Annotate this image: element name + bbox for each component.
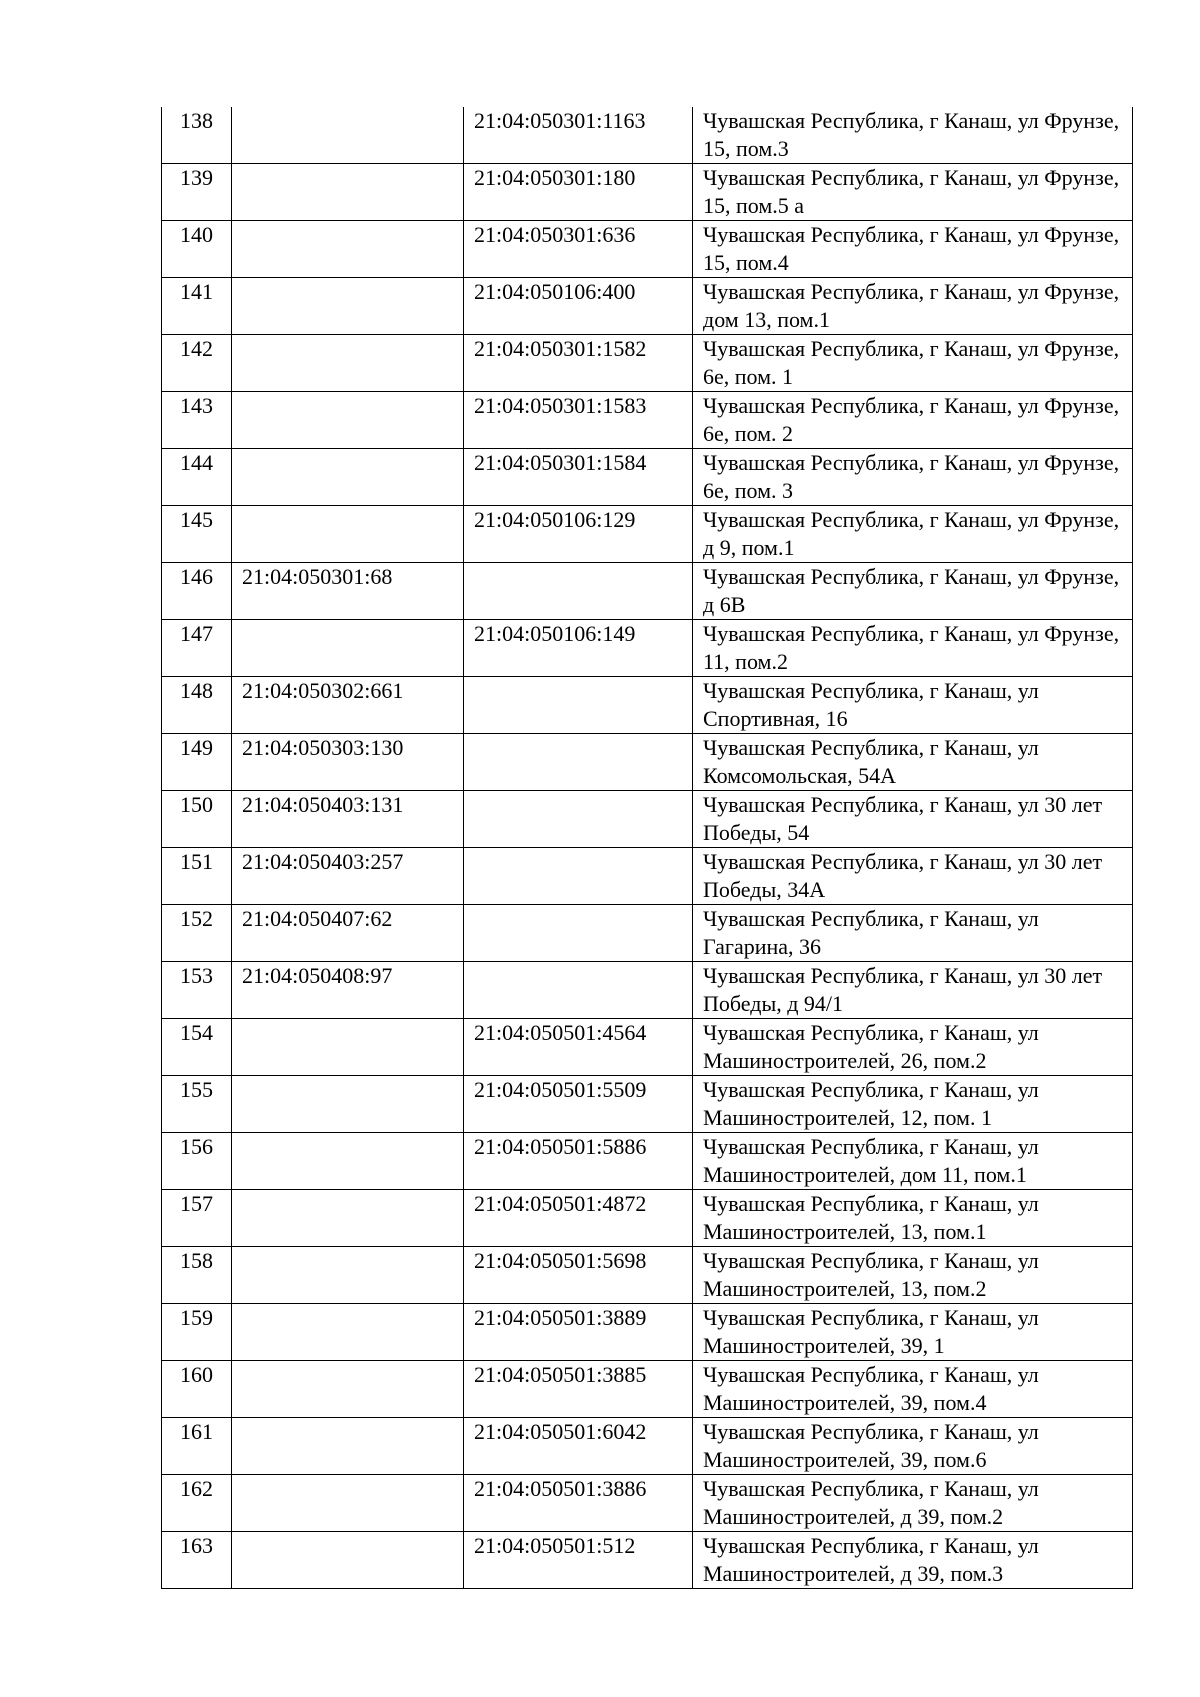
row-number-cell xyxy=(162,1475,232,1532)
address-cell xyxy=(693,848,1133,905)
premises-cadastral-number-cell xyxy=(464,1361,693,1418)
land-cadastral-number-cell xyxy=(232,1190,464,1247)
address-cell xyxy=(693,506,1133,563)
address-cell xyxy=(693,1418,1133,1475)
address-cell xyxy=(693,1304,1133,1361)
address-cell-text: Чувашская Республика, г Канаш, ул Машиностроителей, 39, пом.4 xyxy=(703,1362,1039,1415)
premises-cadastral-number-cell-text: 21:04:050106:400 xyxy=(474,279,636,304)
premises-cadastral-number-cell xyxy=(464,962,693,1019)
address-cell-text: Чувашская Республика, г Канаш, ул Фрунзе, 11, пом.2 xyxy=(703,621,1120,674)
address-cell xyxy=(693,962,1133,1019)
address-cell xyxy=(693,1361,1133,1418)
table-row xyxy=(162,1475,1133,1532)
row-number-cell xyxy=(162,563,232,620)
row-number-cell xyxy=(162,734,232,791)
premises-cadastral-number-cell-text: 21:04:050301:180 xyxy=(474,165,636,190)
premises-cadastral-number-cell-text: 21:04:050501:512 xyxy=(474,1533,636,1558)
row-number-cell xyxy=(162,620,232,677)
table-row xyxy=(162,1247,1133,1304)
premises-cadastral-number-cell-text: 21:04:050106:149 xyxy=(474,621,636,646)
row-number-cell-text: 146 xyxy=(180,564,213,589)
address-cell-text: Чувашская Республика, г Канаш, ул Фрунзе, д 6В xyxy=(703,564,1120,617)
table-row xyxy=(162,506,1133,563)
row-number-cell-text: 145 xyxy=(180,507,213,532)
land-cadastral-number-cell xyxy=(232,1133,464,1190)
address-cell xyxy=(693,1247,1133,1304)
address-cell-text: Чувашская Республика, г Канаш, ул Машиностроителей, 13, пом.1 xyxy=(703,1191,1039,1244)
address-cell xyxy=(693,164,1133,221)
row-number-cell xyxy=(162,107,232,164)
address-cell xyxy=(693,1019,1133,1076)
address-cell xyxy=(693,107,1133,164)
premises-cadastral-number-cell xyxy=(464,107,693,164)
land-cadastral-number-cell xyxy=(232,620,464,677)
land-cadastral-number-cell xyxy=(232,392,464,449)
address-cell-text: Чувашская Республика, г Канаш, ул Фрунзе, 15, пом.4 xyxy=(703,222,1120,275)
premises-cadastral-number-cell-text: 21:04:050301:1584 xyxy=(474,450,647,475)
row-number-cell-text: 154 xyxy=(180,1020,213,1045)
premises-cadastral-number-cell-text: 21:04:050501:3885 xyxy=(474,1362,647,1387)
row-number-cell-text: 148 xyxy=(180,678,213,703)
row-number-cell-text: 140 xyxy=(180,222,213,247)
land-cadastral-number-cell xyxy=(232,1247,464,1304)
premises-cadastral-number-cell xyxy=(464,791,693,848)
address-cell-text: Чувашская Республика, г Канаш, ул Машиностроителей, д 39, пом.2 xyxy=(703,1476,1039,1529)
address-cell-text: Чувашская Республика, г Канаш, ул Фрунзе, дом 13, пом.1 xyxy=(703,279,1120,332)
table-row xyxy=(162,905,1133,962)
row-number-cell xyxy=(162,1190,232,1247)
premises-cadastral-number-cell xyxy=(464,1133,693,1190)
address-cell-text: Чувашская Республика, г Канаш, ул Фрунзе, 15, пом.5 а xyxy=(703,165,1120,218)
premises-cadastral-number-cell xyxy=(464,1076,693,1133)
land-cadastral-number-cell xyxy=(232,848,464,905)
row-number-cell-text: 142 xyxy=(180,336,213,361)
row-number-cell-text: 158 xyxy=(180,1248,213,1273)
row-number-cell-text: 159 xyxy=(180,1305,213,1330)
land-cadastral-number-cell xyxy=(232,1532,464,1589)
address-cell-text: Чувашская Республика, г Канаш, ул Спортивная, 16 xyxy=(703,678,1039,731)
address-cell-text: Чувашская Республика, г Канаш, ул Машиностроителей, 39, 1 xyxy=(703,1305,1039,1358)
address-cell-text: Чувашская Республика, г Канаш, ул Фрунзе, 6е, пом. 3 xyxy=(703,450,1120,503)
address-cell xyxy=(693,791,1133,848)
premises-cadastral-number-cell xyxy=(464,392,693,449)
row-number-cell-text: 160 xyxy=(180,1362,213,1387)
land-cadastral-number-cell xyxy=(232,506,464,563)
table-row xyxy=(162,848,1133,905)
premises-cadastral-number-cell xyxy=(464,848,693,905)
land-cadastral-number-cell-text: 21:04:050301:68 xyxy=(242,564,393,589)
land-cadastral-number-cell xyxy=(232,1418,464,1475)
row-number-cell-text: 150 xyxy=(180,792,213,817)
row-number-cell xyxy=(162,905,232,962)
premises-cadastral-number-cell-text: 21:04:050301:1582 xyxy=(474,336,647,361)
address-cell-text: Чувашская Республика, г Канаш, ул Фрунзе, д 9, пом.1 xyxy=(703,507,1120,560)
land-cadastral-number-cell-text: 21:04:050407:62 xyxy=(242,906,393,931)
row-number-cell xyxy=(162,1133,232,1190)
row-number-cell xyxy=(162,335,232,392)
land-cadastral-number-cell-text: 21:04:050403:257 xyxy=(242,849,404,874)
property-registry-table xyxy=(161,107,1133,1589)
address-cell-text: Чувашская Республика, г Канаш, ул 30 лет Победы, 54 xyxy=(703,792,1103,845)
land-cadastral-number-cell xyxy=(232,734,464,791)
address-cell-text: Чувашская Республика, г Канаш, ул Машиностроителей, 39, пом.6 xyxy=(703,1419,1039,1472)
premises-cadastral-number-cell-text: 21:04:050501:3889 xyxy=(474,1305,647,1330)
land-cadastral-number-cell-text: 21:04:050408:97 xyxy=(242,963,393,988)
land-cadastral-number-cell xyxy=(232,1304,464,1361)
row-number-cell-text: 155 xyxy=(180,1077,213,1102)
premises-cadastral-number-cell xyxy=(464,1190,693,1247)
table-row xyxy=(162,563,1133,620)
land-cadastral-number-cell xyxy=(232,449,464,506)
premises-cadastral-number-cell xyxy=(464,734,693,791)
address-cell xyxy=(693,1532,1133,1589)
row-number-cell xyxy=(162,392,232,449)
row-number-cell xyxy=(162,848,232,905)
premises-cadastral-number-cell-text: 21:04:050501:4872 xyxy=(474,1191,647,1216)
row-number-cell-text: 162 xyxy=(180,1476,213,1501)
table-row xyxy=(162,734,1133,791)
row-number-cell-text: 151 xyxy=(180,849,213,874)
table-row xyxy=(162,620,1133,677)
row-number-cell xyxy=(162,449,232,506)
land-cadastral-number-cell xyxy=(232,221,464,278)
premises-cadastral-number-cell xyxy=(464,1475,693,1532)
premises-cadastral-number-cell xyxy=(464,620,693,677)
row-number-cell xyxy=(162,677,232,734)
address-cell xyxy=(693,905,1133,962)
premises-cadastral-number-cell xyxy=(464,563,693,620)
land-cadastral-number-cell xyxy=(232,905,464,962)
premises-cadastral-number-cell xyxy=(464,164,693,221)
premises-cadastral-number-cell xyxy=(464,1418,693,1475)
row-number-cell-text: 153 xyxy=(180,963,213,988)
row-number-cell xyxy=(162,1361,232,1418)
premises-cadastral-number-cell-text: 21:04:050301:636 xyxy=(474,222,636,247)
row-number-cell xyxy=(162,1532,232,1589)
address-cell-text: Чувашская Республика, г Канаш, ул Фрунзе, 15, пом.3 xyxy=(703,108,1120,161)
row-number-cell xyxy=(162,164,232,221)
row-number-cell-text: 143 xyxy=(180,393,213,418)
premises-cadastral-number-cell-text: 21:04:050501:4564 xyxy=(474,1020,647,1045)
address-cell xyxy=(693,1475,1133,1532)
row-number-cell-text: 152 xyxy=(180,906,213,931)
address-cell-text: Чувашская Республика, г Канаш, ул 30 лет Победы, д 94/1 xyxy=(703,963,1103,1016)
table-row xyxy=(162,278,1133,335)
table-row xyxy=(162,1361,1133,1418)
address-cell-text: Чувашская Республика, г Канаш, ул Машиностроителей, дом 11, пом.1 xyxy=(703,1134,1039,1187)
premises-cadastral-number-cell xyxy=(464,677,693,734)
premises-cadastral-number-cell-text: 21:04:050501:6042 xyxy=(474,1419,647,1444)
premises-cadastral-number-cell-text: 21:04:050301:1583 xyxy=(474,393,647,418)
address-cell xyxy=(693,1190,1133,1247)
address-cell-text: Чувашская Республика, г Канаш, ул Фрунзе, 6е, пом. 1 xyxy=(703,336,1120,389)
table-row xyxy=(162,962,1133,1019)
row-number-cell xyxy=(162,1304,232,1361)
premises-cadastral-number-cell-text: 21:04:050501:5886 xyxy=(474,1134,647,1159)
table-row xyxy=(162,335,1133,392)
table-row xyxy=(162,164,1133,221)
land-cadastral-number-cell xyxy=(232,164,464,221)
land-cadastral-number-cell xyxy=(232,1475,464,1532)
land-cadastral-number-cell xyxy=(232,791,464,848)
address-cell-text: Чувашская Республика, г Канаш, ул Машиностроителей, 12, пом. 1 xyxy=(703,1077,1039,1130)
land-cadastral-number-cell-text: 21:04:050303:130 xyxy=(242,735,404,760)
row-number-cell-text: 161 xyxy=(180,1419,213,1444)
address-cell xyxy=(693,278,1133,335)
land-cadastral-number-cell xyxy=(232,962,464,1019)
premises-cadastral-number-cell-text: 21:04:050106:129 xyxy=(474,507,636,532)
land-cadastral-number-cell xyxy=(232,335,464,392)
land-cadastral-number-cell xyxy=(232,1019,464,1076)
land-cadastral-number-cell xyxy=(232,563,464,620)
address-cell xyxy=(693,1076,1133,1133)
premises-cadastral-number-cell-text: 21:04:050501:3886 xyxy=(474,1476,647,1501)
address-cell xyxy=(693,392,1133,449)
row-number-cell xyxy=(162,1019,232,1076)
row-number-cell xyxy=(162,791,232,848)
address-cell-text: Чувашская Республика, г Канаш, ул Комсомольская, 54А xyxy=(703,735,1039,788)
premises-cadastral-number-cell xyxy=(464,506,693,563)
address-cell xyxy=(693,620,1133,677)
address-cell xyxy=(693,1133,1133,1190)
row-number-cell-text: 139 xyxy=(180,165,213,190)
table-row xyxy=(162,677,1133,734)
premises-cadastral-number-cell xyxy=(464,221,693,278)
table-row xyxy=(162,221,1133,278)
row-number-cell-text: 156 xyxy=(180,1134,213,1159)
address-cell-text: Чувашская Республика, г Канаш, ул 30 лет Победы, 34А xyxy=(703,849,1103,902)
premises-cadastral-number-cell-text: 21:04:050501:5698 xyxy=(474,1248,647,1273)
row-number-cell-text: 141 xyxy=(180,279,213,304)
table-row xyxy=(162,1019,1133,1076)
table-row xyxy=(162,449,1133,506)
premises-cadastral-number-cell xyxy=(464,1019,693,1076)
address-cell-text: Чувашская Республика, г Канаш, ул Гагарина, 36 xyxy=(703,906,1039,959)
premises-cadastral-number-cell xyxy=(464,1532,693,1589)
land-cadastral-number-cell-text: 21:04:050302:661 xyxy=(242,678,404,703)
table-row xyxy=(162,1076,1133,1133)
land-cadastral-number-cell-text: 21:04:050403:131 xyxy=(242,792,404,817)
row-number-cell xyxy=(162,506,232,563)
premises-cadastral-number-cell xyxy=(464,905,693,962)
land-cadastral-number-cell xyxy=(232,107,464,164)
row-number-cell xyxy=(162,1418,232,1475)
row-number-cell-text: 147 xyxy=(180,621,213,646)
address-cell-text: Чувашская Республика, г Канаш, ул Машиностроителей, д 39, пом.3 xyxy=(703,1533,1039,1586)
row-number-cell xyxy=(162,278,232,335)
address-cell xyxy=(693,335,1133,392)
row-number-cell xyxy=(162,221,232,278)
land-cadastral-number-cell xyxy=(232,1076,464,1133)
premises-cadastral-number-cell-text: 21:04:050501:5509 xyxy=(474,1077,647,1102)
address-cell xyxy=(693,221,1133,278)
table-row xyxy=(162,791,1133,848)
row-number-cell-text: 144 xyxy=(180,450,213,475)
premises-cadastral-number-cell xyxy=(464,449,693,506)
address-cell-text: Чувашская Республика, г Канаш, ул Машиностроителей, 26, пом.2 xyxy=(703,1020,1039,1073)
row-number-cell xyxy=(162,962,232,1019)
row-number-cell-text: 149 xyxy=(180,735,213,760)
table-row xyxy=(162,1418,1133,1475)
row-number-cell xyxy=(162,1076,232,1133)
registry-table-body xyxy=(162,107,1133,1589)
land-cadastral-number-cell xyxy=(232,677,464,734)
address-cell xyxy=(693,449,1133,506)
premises-cadastral-number-cell xyxy=(464,278,693,335)
land-cadastral-number-cell xyxy=(232,1361,464,1418)
row-number-cell xyxy=(162,1247,232,1304)
row-number-cell-text: 138 xyxy=(180,108,213,133)
address-cell xyxy=(693,563,1133,620)
row-number-cell-text: 157 xyxy=(180,1191,213,1216)
table-row xyxy=(162,1304,1133,1361)
table-row xyxy=(162,392,1133,449)
row-number-cell-text: 163 xyxy=(180,1533,213,1558)
address-cell xyxy=(693,734,1133,791)
premises-cadastral-number-cell xyxy=(464,1304,693,1361)
table-row xyxy=(162,1133,1133,1190)
address-cell xyxy=(693,677,1133,734)
table-row xyxy=(162,107,1133,164)
premises-cadastral-number-cell xyxy=(464,1247,693,1304)
table-row xyxy=(162,1190,1133,1247)
land-cadastral-number-cell xyxy=(232,278,464,335)
premises-cadastral-number-cell-text: 21:04:050301:1163 xyxy=(474,108,646,133)
address-cell-text: Чувашская Республика, г Канаш, ул Фрунзе, 6е, пом. 2 xyxy=(703,393,1120,446)
premises-cadastral-number-cell xyxy=(464,335,693,392)
address-cell-text: Чувашская Республика, г Канаш, ул Машиностроителей, 13, пом.2 xyxy=(703,1248,1039,1301)
table-row xyxy=(162,1532,1133,1589)
